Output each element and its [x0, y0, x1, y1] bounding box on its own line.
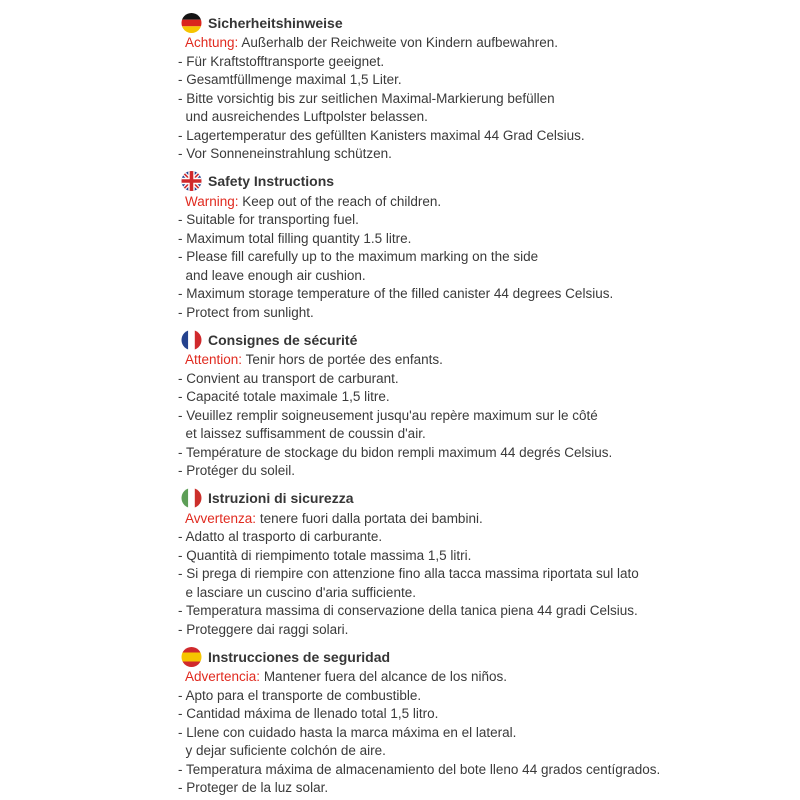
- section-italian: [178, 488, 723, 640]
- warning-line: [178, 193, 723, 212]
- instruction-line: - Convient au transport de carburant.: [178, 370, 399, 386]
- section-french: [178, 329, 723, 481]
- instruction-line: y dejar suficiente colchón de aire.: [178, 743, 386, 758]
- instruction-line: and leave enough air cushion.: [178, 267, 366, 283]
- label-content: [178, 12, 723, 800]
- warning-line: [178, 34, 723, 53]
- warning-label: Avvertenza:: [185, 510, 257, 526]
- warning-line: [178, 668, 723, 687]
- italy-flag-icon: [181, 488, 202, 508]
- section-title: Instrucciones de seguridad: [208, 648, 391, 665]
- warning-text: Mantener fuera del alcance de los niños.: [263, 669, 507, 684]
- instruction-line: - Adatto al trasporto di carburante.: [178, 529, 383, 544]
- warning-label: Advertencia:: [185, 669, 261, 684]
- instruction-line: - Vor Sonneneinstrahlung schützen.: [178, 146, 392, 161]
- instruction-line: - Cantidad máxima de llenado total 1,5 litro.: [178, 706, 439, 721]
- instruction-line: et laissez suffisamment de coussin d'air.: [178, 426, 426, 441]
- warning-text: Keep out of the reach of children.: [242, 193, 442, 209]
- section-title: Safety Instructions: [208, 173, 335, 189]
- germany-flag-icon: [181, 13, 202, 33]
- instruction-line: - Apto para el transporte de combustible.: [178, 687, 422, 703]
- section-heading-german: [181, 12, 723, 33]
- instruction-line: - Quantità di riempimento totale massima 1,5 litri.: [178, 547, 472, 563]
- section-german: [178, 12, 723, 164]
- instruction-line: - Protéger du soleil.: [178, 463, 296, 478]
- instruction-lines: [178, 687, 723, 798]
- instruction-line: - Lagertemperatur des gefüllten Kanisters maximal 44 Grad Celsius.: [178, 127, 585, 143]
- section-heading-english: [181, 171, 723, 192]
- instruction-line: - Maximum storage temperature of the filled canister 44 degrees Celsius.: [178, 286, 614, 301]
- warning-label: Achtung:: [185, 35, 239, 50]
- instruction-line: e lasciare un cuscino d'aria sufficiente.: [178, 584, 416, 600]
- instruction-line: - Temperatura massima di conservazione della tanica piena 44 gradi Celsius.: [178, 603, 638, 618]
- instruction-lines: [178, 53, 723, 164]
- section-title: Istruzioni di sicurezza: [208, 490, 354, 506]
- instruction-lines: [178, 211, 723, 322]
- instruction-line: - Protect from sunlight.: [178, 304, 314, 320]
- warning-text: tenere fuori dalla portata dei bambini.: [259, 510, 483, 526]
- section-heading-italian: [181, 488, 723, 509]
- instruction-line: - Bitte vorsichtig bis zur seitlichen Maximal-Markierung befüllen: [178, 90, 555, 106]
- warning-line: [178, 351, 723, 370]
- instruction-line: - Für Kraftstofftransporte geeignet.: [178, 53, 385, 69]
- instruction-line: - Maximum total filling quantity 1.5 litre.: [178, 230, 412, 246]
- instruction-line: - Gesamtfüllmenge maximal 1,5 Liter.: [178, 72, 402, 87]
- section-spanish: [178, 646, 723, 798]
- section-heading-french: [181, 329, 723, 350]
- instruction-line: - Suitable for transporting fuel.: [178, 212, 359, 227]
- instruction-line: - Température de stockage du bidon rempli maximum 44 degrés Celsius.: [178, 444, 613, 460]
- section-title: Consignes de sécurité: [208, 331, 358, 348]
- section-heading-spanish: [181, 646, 723, 667]
- instruction-line: und ausreichendes Luftpolster belassen.: [178, 109, 428, 124]
- instruction-line: - Temperatura máxima de almacenamiento del bote lleno 44 grados centígrados.: [178, 761, 661, 777]
- instruction-line: - Proteger de la luz solar.: [178, 780, 329, 795]
- instruction-line: - Proteggere dai raggi solari.: [178, 621, 349, 637]
- instruction-line: - Si prega di riempire con attenzione fino alla tacca massima riportata sul lato: [178, 566, 639, 581]
- instruction-line: - Please fill carefully up to the maximum marking on the side: [178, 249, 539, 264]
- spain-flag-icon: [181, 647, 202, 667]
- warning-text: Außerhalb der Reichweite von Kindern aufbewahren.: [241, 35, 559, 50]
- instruction-lines: [178, 528, 723, 639]
- instruction-line: - Veuillez remplir soigneusement jusqu'au repère maximum sur le côté: [178, 407, 598, 423]
- instruction-line: - Llene con cuidado hasta la marca máxima en el lateral.: [178, 724, 517, 740]
- warning-line: [178, 510, 723, 529]
- instruction-lines: [178, 370, 723, 481]
- section-title: Sicherheitshinweise: [208, 14, 343, 31]
- warning-label: Warning:: [185, 193, 239, 209]
- france-flag-icon: [181, 330, 202, 350]
- warning-text: Tenir hors de portée des enfants.: [245, 352, 443, 367]
- uk-flag-icon: [181, 171, 202, 191]
- instruction-line: - Capacité totale maximale 1,5 litre.: [178, 389, 390, 404]
- warning-label: Attention:: [185, 352, 243, 367]
- section-english: [178, 171, 723, 323]
